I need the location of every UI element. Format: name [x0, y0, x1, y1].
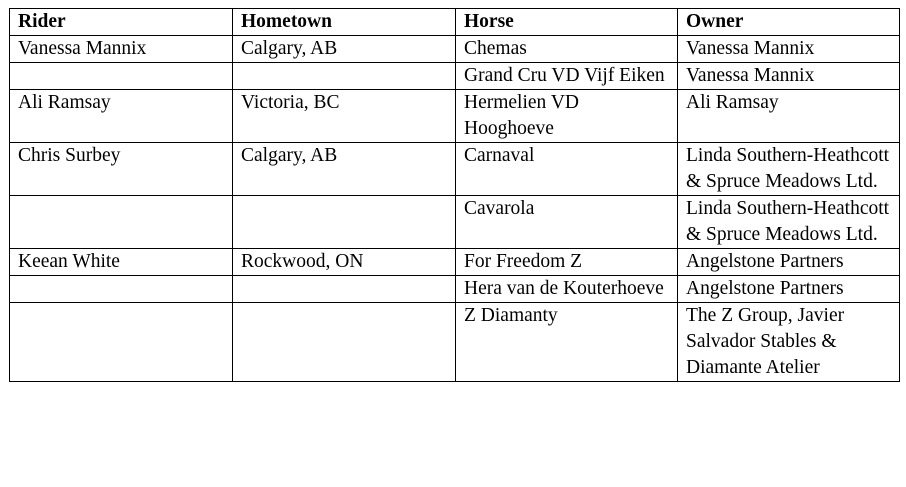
header-hometown: Hometown [233, 9, 456, 36]
horse-cell: Z Diamanty [456, 303, 678, 382]
header-row [10, 9, 900, 36]
horse-cell: Cavarola [456, 196, 678, 249]
hometown-cell [233, 303, 456, 382]
rider-cell: Keean White [10, 249, 233, 276]
hometown-cell [233, 63, 456, 90]
header-rider: Rider [10, 9, 233, 36]
hometown-cell: Rockwood, ON [233, 249, 456, 276]
rider-cell: Ali Ramsay [10, 90, 233, 143]
header-owner: Owner [678, 9, 900, 36]
table-row [10, 143, 900, 196]
horse-cell: Chemas [456, 36, 678, 63]
owner-cell: Vanessa Mannix [678, 63, 900, 90]
hometown-cell [233, 276, 456, 303]
owner-cell: Linda Southern-Heathcott & Spruce Meadows Ltd. [678, 143, 900, 196]
table-row [10, 63, 900, 90]
owner-cell: Linda Southern-Heathcott & Spruce Meadows Ltd. [678, 196, 900, 249]
table-row [10, 196, 900, 249]
table-row [10, 36, 900, 63]
horse-cell: Grand Cru VD Vijf Eiken [456, 63, 678, 90]
rider-cell: Vanessa Mannix [10, 36, 233, 63]
rider-cell: Chris Surbey [10, 143, 233, 196]
riders-table [9, 8, 900, 382]
owner-cell: Angelstone Partners [678, 276, 900, 303]
rider-cell [10, 276, 233, 303]
owner-cell: Angelstone Partners [678, 249, 900, 276]
rider-cell [10, 303, 233, 382]
owner-cell: Ali Ramsay [678, 90, 900, 143]
table-row [10, 249, 900, 276]
table-row [10, 90, 900, 143]
hometown-cell: Victoria, BC [233, 90, 456, 143]
hometown-cell: Calgary, AB [233, 36, 456, 63]
owner-cell: The Z Group, Javier Salvador Stables & Diamante Atelier [678, 303, 900, 382]
hometown-cell: Calgary, AB [233, 143, 456, 196]
hometown-cell [233, 196, 456, 249]
horse-cell: Hera van de Kouterhoeve [456, 276, 678, 303]
owner-cell: Vanessa Mannix [678, 36, 900, 63]
table-row [10, 276, 900, 303]
horse-cell: Hermelien VD Hooghoeve [456, 90, 678, 143]
header-horse: Horse [456, 9, 678, 36]
horse-cell: For Freedom Z [456, 249, 678, 276]
table-row [10, 303, 900, 382]
rider-cell [10, 196, 233, 249]
rider-cell [10, 63, 233, 90]
horse-cell: Carnaval [456, 143, 678, 196]
